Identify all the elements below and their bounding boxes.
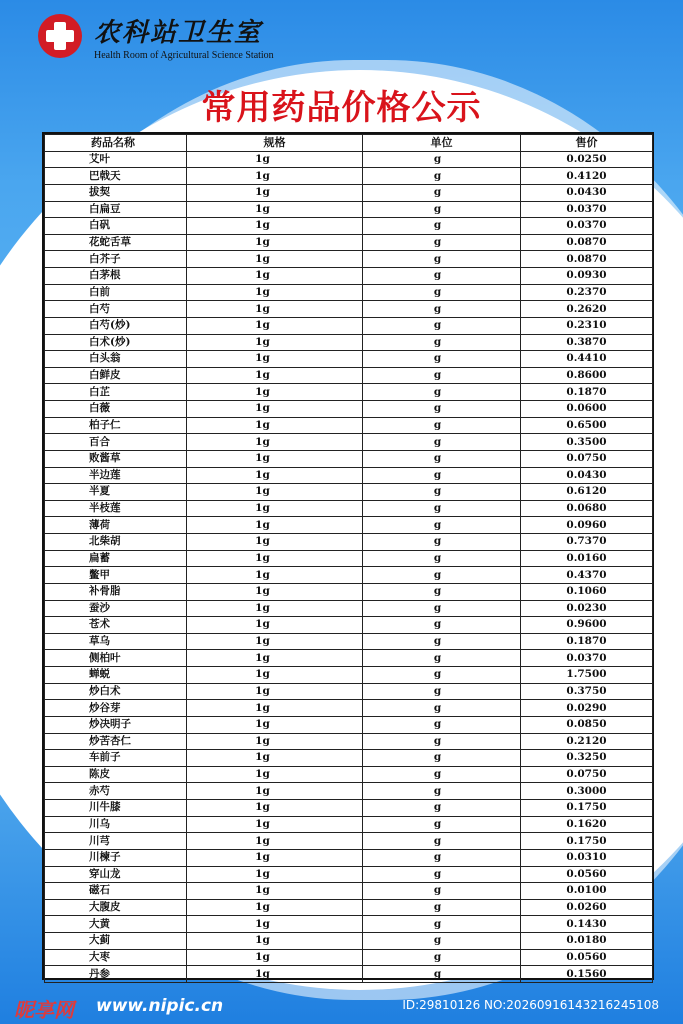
table-row [45, 301, 653, 318]
table-row [45, 467, 653, 484]
table-row [45, 750, 653, 767]
cell-spec: 1g [187, 800, 363, 817]
cell-spec: 1g [187, 783, 363, 800]
header [38, 10, 338, 65]
cell-drug-name: 白芷 [45, 384, 187, 401]
cell-price: 0.2310 [521, 317, 653, 334]
red-cross-logo-icon [38, 14, 82, 58]
cell-price: 0.3000 [521, 783, 653, 800]
cell-unit: g [363, 334, 521, 351]
cell-spec: 1g [187, 617, 363, 634]
cell-drug-name: 百合 [45, 434, 187, 451]
cell-drug-name: 薄荷 [45, 517, 187, 534]
cell-drug-name: 花蛇舌草 [45, 234, 187, 251]
cell-price: 0.3250 [521, 750, 653, 767]
cell-drug-name: 草乌 [45, 633, 187, 650]
cell-unit: g [363, 899, 521, 916]
cell-price: 0.2120 [521, 733, 653, 750]
cell-price: 0.3500 [521, 434, 653, 451]
cell-spec: 1g [187, 351, 363, 368]
cell-spec: 1g [187, 484, 363, 501]
table-row [45, 450, 653, 467]
cell-unit: g [363, 650, 521, 667]
cell-unit: g [363, 317, 521, 334]
cell-drug-name: 半枝莲 [45, 500, 187, 517]
cell-spec: 1g [187, 583, 363, 600]
table-body [45, 151, 653, 982]
cell-price: 0.0310 [521, 849, 653, 866]
cell-price: 0.3870 [521, 334, 653, 351]
cell-unit: g [363, 617, 521, 634]
cell-drug-name: 川楝子 [45, 849, 187, 866]
cell-unit: g [363, 916, 521, 933]
cell-drug-name: 侧柏叶 [45, 650, 187, 667]
table-row [45, 417, 653, 434]
cell-unit: g [363, 833, 521, 850]
table-row [45, 317, 653, 334]
cell-price: 0.0370 [521, 218, 653, 235]
org-name-en: Health Room of Agricultural Science Station [94, 50, 274, 61]
cell-unit: g [363, 583, 521, 600]
cell-spec: 1g [187, 401, 363, 418]
table-row [45, 234, 653, 251]
cell-price: 0.0370 [521, 650, 653, 667]
cell-unit: g [363, 933, 521, 950]
cell-drug-name: 磁石 [45, 883, 187, 900]
cell-price: 0.0930 [521, 268, 653, 285]
cell-price: 0.0960 [521, 517, 653, 534]
cell-drug-name: 扁蓄 [45, 550, 187, 567]
table-row [45, 567, 653, 584]
cell-drug-name: 白鲜皮 [45, 367, 187, 384]
cell-unit: g [363, 151, 521, 168]
cell-drug-name: 陈皮 [45, 766, 187, 783]
cell-unit: g [363, 484, 521, 501]
cell-spec: 1g [187, 683, 363, 700]
cell-unit: g [363, 683, 521, 700]
table-row [45, 251, 653, 268]
cell-drug-name: 穿山龙 [45, 866, 187, 883]
watermark-url: www.nipic.cn [96, 996, 224, 1016]
cell-price: 0.9600 [521, 617, 653, 634]
table-row [45, 534, 653, 551]
cell-unit: g [363, 866, 521, 883]
table-row [45, 766, 653, 783]
cell-price: 0.0430 [521, 184, 653, 201]
cell-spec: 1g [187, 933, 363, 950]
cell-drug-name: 拔契 [45, 184, 187, 201]
cell-unit: g [363, 733, 521, 750]
cell-price: 0.0180 [521, 933, 653, 950]
cell-price: 0.8600 [521, 367, 653, 384]
cell-drug-name: 白头翁 [45, 351, 187, 368]
cell-unit: g [363, 883, 521, 900]
cell-spec: 1g [187, 467, 363, 484]
table-row [45, 500, 653, 517]
cell-drug-name: 丹参 [45, 966, 187, 983]
cell-drug-name: 大枣 [45, 949, 187, 966]
cell-unit: g [363, 600, 521, 617]
org-name-cn: 农科站卫生室 [94, 18, 263, 48]
table-row [45, 866, 653, 883]
cell-unit: g [363, 251, 521, 268]
cell-price: 0.6500 [521, 417, 653, 434]
cell-price: 0.0600 [521, 401, 653, 418]
cell-drug-name: 鳖甲 [45, 567, 187, 584]
cell-price: 0.1430 [521, 916, 653, 933]
table-row [45, 933, 653, 950]
column-header-price: 售价 [521, 135, 653, 152]
cell-price: 0.0260 [521, 899, 653, 916]
cell-drug-name: 炒白术 [45, 683, 187, 700]
cell-unit: g [363, 450, 521, 467]
table-row [45, 517, 653, 534]
cell-unit: g [363, 800, 521, 817]
cell-drug-name: 白扁豆 [45, 201, 187, 218]
cell-drug-name: 川芎 [45, 833, 187, 850]
cell-drug-name: 川牛膝 [45, 800, 187, 817]
cell-unit: g [363, 218, 521, 235]
cell-price: 0.1620 [521, 816, 653, 833]
cell-drug-name: 巴戟天 [45, 168, 187, 185]
cell-unit: g [363, 500, 521, 517]
cell-spec: 1g [187, 899, 363, 916]
cell-unit: g [363, 534, 521, 551]
cell-drug-name: 蚕沙 [45, 600, 187, 617]
watermark-brand: 昵享网 [14, 998, 74, 1022]
cell-price: 0.4120 [521, 168, 653, 185]
cell-price: 0.3750 [521, 683, 653, 700]
cell-price: 0.6120 [521, 484, 653, 501]
cell-spec: 1g [187, 184, 363, 201]
cell-unit: g [363, 550, 521, 567]
cell-price: 0.0290 [521, 700, 653, 717]
cell-price: 0.1870 [521, 633, 653, 650]
cell-unit: g [363, 667, 521, 684]
cell-price: 0.0750 [521, 766, 653, 783]
table-row [45, 434, 653, 451]
table-row [45, 151, 653, 168]
cell-price: 0.0230 [521, 600, 653, 617]
cell-drug-name: 艾叶 [45, 151, 187, 168]
cell-drug-name: 白薇 [45, 401, 187, 418]
column-header-unit: 单位 [363, 135, 521, 152]
cell-spec: 1g [187, 949, 363, 966]
cell-spec: 1g [187, 434, 363, 451]
cell-price: 0.1560 [521, 966, 653, 983]
table-row [45, 683, 653, 700]
cell-drug-name: 炒苦杏仁 [45, 733, 187, 750]
cell-drug-name: 白芥子 [45, 251, 187, 268]
cell-unit: g [363, 783, 521, 800]
cell-unit: g [363, 284, 521, 301]
cell-drug-name: 蝉蜕 [45, 667, 187, 684]
cell-drug-name: 白前 [45, 284, 187, 301]
cell-unit: g [363, 268, 521, 285]
cell-spec: 1g [187, 833, 363, 850]
watermark-bar [0, 984, 683, 1024]
cell-drug-name: 败酱草 [45, 450, 187, 467]
table-row [45, 268, 653, 285]
cell-spec: 1g [187, 417, 363, 434]
cell-spec: 1g [187, 334, 363, 351]
cell-spec: 1g [187, 151, 363, 168]
cell-spec: 1g [187, 883, 363, 900]
cell-drug-name: 苍术 [45, 617, 187, 634]
table-row [45, 650, 653, 667]
cell-price: 0.2370 [521, 284, 653, 301]
cell-spec: 1g [187, 268, 363, 285]
cell-unit: g [363, 417, 521, 434]
cell-unit: g [363, 716, 521, 733]
table-row [45, 334, 653, 351]
table-row [45, 916, 653, 933]
cell-drug-name: 大腹皮 [45, 899, 187, 916]
cell-unit: g [363, 517, 521, 534]
cell-price: 0.1750 [521, 800, 653, 817]
cell-unit: g [363, 949, 521, 966]
cell-drug-name: 大黄 [45, 916, 187, 933]
cell-unit: g [363, 766, 521, 783]
table-row [45, 218, 653, 235]
table-row [45, 184, 653, 201]
table-row [45, 600, 653, 617]
cell-spec: 1g [187, 517, 363, 534]
cell-drug-name: 半边莲 [45, 467, 187, 484]
cell-unit: g [363, 367, 521, 384]
table-row [45, 733, 653, 750]
cell-spec: 1g [187, 650, 363, 667]
table-row [45, 168, 653, 185]
cell-unit: g [363, 750, 521, 767]
cell-drug-name: 炒谷芽 [45, 700, 187, 717]
cell-unit: g [363, 384, 521, 401]
cell-spec: 1g [187, 716, 363, 733]
cell-price: 0.0680 [521, 500, 653, 517]
table-row [45, 783, 653, 800]
cell-drug-name: 柏子仁 [45, 417, 187, 434]
cell-unit: g [363, 168, 521, 185]
cell-price: 0.0850 [521, 716, 653, 733]
cell-spec: 1g [187, 218, 363, 235]
table-row [45, 716, 653, 733]
table-row [45, 617, 653, 634]
cell-spec: 1g [187, 550, 363, 567]
cell-price: 0.0100 [521, 883, 653, 900]
table-row [45, 949, 653, 966]
cell-spec: 1g [187, 251, 363, 268]
cell-spec: 1g [187, 600, 363, 617]
cell-price: 0.7370 [521, 534, 653, 551]
cell-spec: 1g [187, 667, 363, 684]
cell-price: 0.0430 [521, 467, 653, 484]
table-row [45, 800, 653, 817]
cell-drug-name: 白矾 [45, 218, 187, 235]
cell-unit: g [363, 401, 521, 418]
cell-spec: 1g [187, 916, 363, 933]
cell-unit: g [363, 234, 521, 251]
table-row [45, 550, 653, 567]
table-row [45, 667, 653, 684]
table-row [45, 384, 653, 401]
cell-price: 0.1060 [521, 583, 653, 600]
cell-spec: 1g [187, 201, 363, 218]
cell-price: 0.1870 [521, 384, 653, 401]
cell-spec: 1g [187, 384, 363, 401]
cell-price: 0.0370 [521, 201, 653, 218]
cell-spec: 1g [187, 367, 363, 384]
cell-unit: g [363, 434, 521, 451]
table-row [45, 351, 653, 368]
cell-spec: 1g [187, 750, 363, 767]
cell-price: 0.0560 [521, 949, 653, 966]
cell-spec: 1g [187, 301, 363, 318]
cell-price: 0.0250 [521, 151, 653, 168]
cell-spec: 1g [187, 168, 363, 185]
cell-unit: g [363, 301, 521, 318]
watermark-id: ID:29810126 NO:20260916143216245108 [402, 998, 659, 1012]
cell-drug-name: 炒决明子 [45, 716, 187, 733]
cell-drug-name: 半夏 [45, 484, 187, 501]
cell-spec: 1g [187, 866, 363, 883]
cell-price: 0.1750 [521, 833, 653, 850]
cell-price: 0.0750 [521, 450, 653, 467]
table-row [45, 700, 653, 717]
cell-unit: g [363, 567, 521, 584]
cell-unit: g [363, 467, 521, 484]
table-row [45, 816, 653, 833]
cell-drug-name: 赤芍 [45, 783, 187, 800]
cell-spec: 1g [187, 500, 363, 517]
cell-spec: 1g [187, 534, 363, 551]
table-row [45, 633, 653, 650]
table-row [45, 899, 653, 916]
cell-price: 0.4370 [521, 567, 653, 584]
cell-price: 1.7500 [521, 667, 653, 684]
page-title: 常用药品价格公示 [201, 88, 482, 128]
cell-price: 0.0560 [521, 866, 653, 883]
table-row [45, 966, 653, 983]
table-row [45, 833, 653, 850]
price-table [42, 132, 654, 980]
table-row [45, 583, 653, 600]
cell-unit: g [363, 849, 521, 866]
table-row [45, 201, 653, 218]
cell-unit: g [363, 351, 521, 368]
cell-spec: 1g [187, 966, 363, 983]
cell-unit: g [363, 966, 521, 983]
cell-spec: 1g [187, 450, 363, 467]
cell-unit: g [363, 700, 521, 717]
cell-drug-name: 大蓟 [45, 933, 187, 950]
column-header-name: 药品名称 [45, 135, 187, 152]
cell-spec: 1g [187, 766, 363, 783]
cell-price: 0.2620 [521, 301, 653, 318]
cell-unit: g [363, 633, 521, 650]
cell-drug-name: 白术(炒) [45, 334, 187, 351]
cell-spec: 1g [187, 317, 363, 334]
table-row [45, 849, 653, 866]
cell-unit: g [363, 184, 521, 201]
cell-drug-name: 北柴胡 [45, 534, 187, 551]
cell-price: 0.0870 [521, 251, 653, 268]
cell-spec: 1g [187, 700, 363, 717]
table-row [45, 883, 653, 900]
cell-drug-name: 川乌 [45, 816, 187, 833]
cell-price: 0.0870 [521, 234, 653, 251]
cell-spec: 1g [187, 567, 363, 584]
cell-spec: 1g [187, 633, 363, 650]
cell-drug-name: 白茅根 [45, 268, 187, 285]
cell-drug-name: 车前子 [45, 750, 187, 767]
table-row [45, 367, 653, 384]
cell-price: 0.4410 [521, 351, 653, 368]
cell-spec: 1g [187, 733, 363, 750]
cell-spec: 1g [187, 234, 363, 251]
cell-price: 0.0160 [521, 550, 653, 567]
table-row [45, 284, 653, 301]
cell-drug-name: 补骨脂 [45, 583, 187, 600]
table-row [45, 401, 653, 418]
cell-unit: g [363, 816, 521, 833]
cell-drug-name: 白芍(炒) [45, 317, 187, 334]
table-header-row [45, 135, 653, 152]
cell-spec: 1g [187, 816, 363, 833]
table-row [45, 484, 653, 501]
cell-spec: 1g [187, 849, 363, 866]
cell-drug-name: 白芍 [45, 301, 187, 318]
cell-spec: 1g [187, 284, 363, 301]
cell-unit: g [363, 201, 521, 218]
column-header-spec: 规格 [187, 135, 363, 152]
